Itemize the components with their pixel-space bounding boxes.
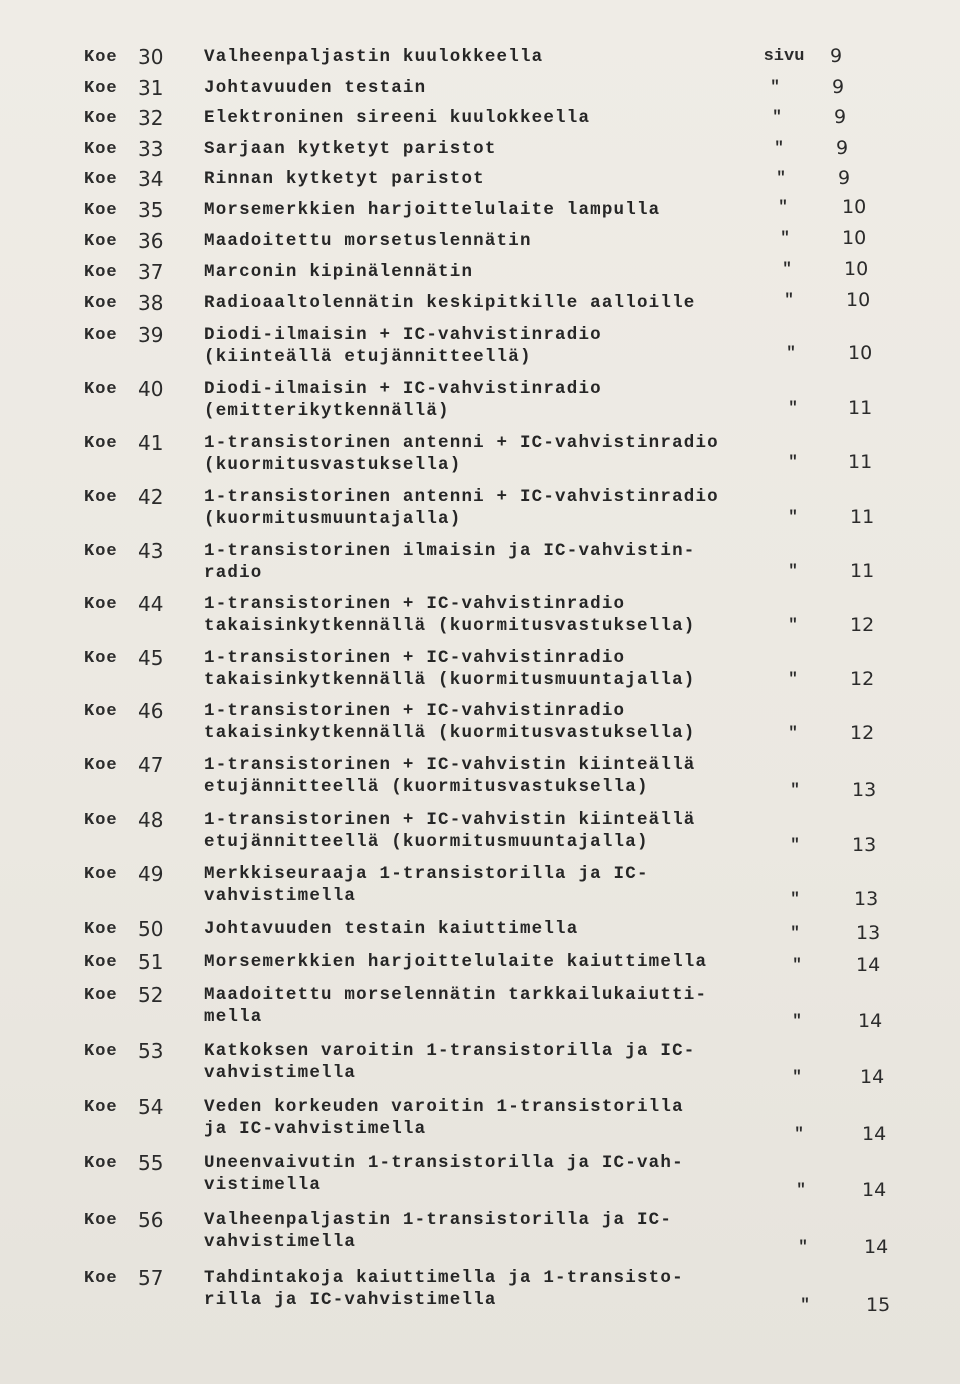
entry-prefix: Koe <box>84 1211 118 1230</box>
entry-prefix: Koe <box>84 1042 118 1061</box>
entry-number: 38 <box>138 291 164 315</box>
entry-prefix: Koe <box>84 488 118 507</box>
entry-prefix: Koe <box>84 232 118 251</box>
entry-number: 30 <box>138 45 164 69</box>
page-number: 11 <box>850 506 875 528</box>
page-number: 11 <box>850 560 875 582</box>
ditto-mark: " <box>792 1068 802 1086</box>
entry-title: 1-transistorinen antenni + IC-vahvistinradio (kuormitusvastuksella) <box>204 433 719 475</box>
entry-number: 43 <box>138 539 164 563</box>
entry-number: 39 <box>138 323 164 347</box>
page-number: 9 <box>832 76 845 98</box>
entry-number: 47 <box>138 753 164 777</box>
entry-prefix: Koe <box>84 170 118 189</box>
entry-title: Uneenvaivutin 1-transistorilla ja IC-vah- vistimella <box>204 1153 684 1195</box>
entry-number: 48 <box>138 808 164 832</box>
page-number: 13 <box>852 779 877 801</box>
entry-title: Radioaaltolennätin keskipitkille aalloille <box>204 293 696 313</box>
entry-prefix: Koe <box>84 1098 118 1117</box>
page-number: 13 <box>852 834 877 856</box>
page-number: 13 <box>856 922 881 944</box>
entry-title: 1-transistorinen + IC-vahvistinradio takaisinkytkennällä (kuormitusmuuntajalla) <box>204 648 696 690</box>
ditto-mark: " <box>772 108 782 126</box>
entry-prefix: Koe <box>84 953 118 972</box>
entry-title: Veden korkeuden varoitin 1-transistorilla ja IC-vahvistimella <box>204 1097 684 1139</box>
entry-prefix: Koe <box>84 434 118 453</box>
entry-prefix: Koe <box>84 79 118 98</box>
entry-number: 49 <box>138 862 164 886</box>
entry-prefix: Koe <box>84 756 118 775</box>
entry-prefix: Koe <box>84 263 118 282</box>
entry-number: 57 <box>138 1266 164 1290</box>
entry-number: 55 <box>138 1151 164 1175</box>
entry-number: 45 <box>138 646 164 670</box>
ditto-mark: " <box>782 260 792 278</box>
entry-number: 53 <box>138 1039 164 1063</box>
entry-prefix: Koe <box>84 595 118 614</box>
entry-title: 1-transistorinen antenni + IC-vahvistinradio (kuormitusmuuntajalla) <box>204 487 719 529</box>
entry-number: 54 <box>138 1095 164 1119</box>
entry-number: 33 <box>138 137 164 161</box>
entry-title: Diodi-ilmaisin + IC-vahvistinradio (kiinteällä etujännitteellä) <box>204 325 602 367</box>
entry-title: Elektroninen sireeni kuulokkeella <box>204 108 591 128</box>
entry-prefix: Koe <box>84 1269 118 1288</box>
ditto-mark: " <box>788 616 798 634</box>
entry-prefix: Koe <box>84 702 118 721</box>
entry-prefix: Koe <box>84 326 118 345</box>
entry-title: Sarjaan kytketyt paristot <box>204 139 497 159</box>
entry-title: Valheenpaljastin kuulokkeella <box>204 47 544 67</box>
page-number: 12 <box>850 614 875 636</box>
entry-number: 40 <box>138 377 164 401</box>
entry-number: 42 <box>138 485 164 509</box>
page-number: 10 <box>842 196 867 218</box>
entry-number: 52 <box>138 983 164 1007</box>
entry-title: Morsemerkkien harjoittelulaite lampulla <box>204 200 661 220</box>
ditto-mark: " <box>770 78 780 96</box>
page-label: sivu <box>763 47 805 66</box>
entry-prefix: Koe <box>84 986 118 1005</box>
entry-number: 46 <box>138 699 164 723</box>
page-number: 9 <box>834 106 847 128</box>
entry-number: 31 <box>138 76 164 100</box>
ditto-mark: " <box>792 956 802 974</box>
entry-prefix: Koe <box>84 865 118 884</box>
ditto-mark: " <box>794 1125 804 1143</box>
page-number: 14 <box>862 1123 887 1145</box>
entry-title: Valheenpaljastin 1-transistorilla ja IC- vahvistimella <box>204 1210 673 1252</box>
entry-title: Diodi-ilmaisin + IC-vahvistinradio (emitterikytkennällä) <box>204 379 602 421</box>
entry-number: 32 <box>138 106 164 130</box>
entry-prefix: Koe <box>84 542 118 561</box>
entry-number: 41 <box>138 431 164 455</box>
entry-title: Marconin kipinälennätin <box>204 262 474 282</box>
page-number: 9 <box>836 137 849 159</box>
page-number: 9 <box>838 167 851 189</box>
entry-prefix: Koe <box>84 811 118 830</box>
ditto-mark: " <box>790 890 800 908</box>
page-number: 10 <box>848 342 873 364</box>
page-number: 14 <box>862 1179 887 1201</box>
entry-number: 51 <box>138 950 164 974</box>
page-number: 12 <box>850 668 875 690</box>
page-number: 10 <box>842 227 867 249</box>
entry-title: 1-transistorinen ilmaisin ja IC-vahvistin- radio <box>204 541 696 583</box>
entry-number: 50 <box>138 917 164 941</box>
page-number: 14 <box>856 954 881 976</box>
entry-title: 1-transistorinen + IC-vahvistin kiinteällä etujännitteellä (kuormitusvastuksella) <box>204 755 696 797</box>
entry-prefix: Koe <box>84 1154 118 1173</box>
ditto-mark: " <box>786 344 796 362</box>
page-number: 14 <box>864 1236 889 1258</box>
entry-title: 1-transistorinen + IC-vahvistinradio takaisinkytkennällä (kuormitusvastuksella) <box>204 701 696 743</box>
entry-title: Merkkiseuraaja 1-transistorilla ja IC- vahvistimella <box>204 864 649 906</box>
entry-prefix: Koe <box>84 109 118 128</box>
page-number: 11 <box>848 451 873 473</box>
ditto-mark: " <box>778 198 788 216</box>
ditto-mark: " <box>792 1012 802 1030</box>
ditto-mark: " <box>788 453 798 471</box>
entry-number: 36 <box>138 229 164 253</box>
page-number: 10 <box>844 258 869 280</box>
page-number: 13 <box>854 888 879 910</box>
entry-prefix: Koe <box>84 48 118 67</box>
entry-prefix: Koe <box>84 649 118 668</box>
page-number: 12 <box>850 722 875 744</box>
page-number: 10 <box>846 289 871 311</box>
ditto-mark: " <box>790 836 800 854</box>
entry-title: Maadoitettu morsetuslennätin <box>204 231 532 251</box>
page-number: 9 <box>830 45 843 67</box>
ditto-mark: " <box>788 562 798 580</box>
ditto-mark: " <box>800 1296 810 1314</box>
entry-title: Morsemerkkien harjoittelulaite kaiuttimella <box>204 952 708 972</box>
entry-prefix: Koe <box>84 380 118 399</box>
entry-prefix: Koe <box>84 140 118 159</box>
entry-number: 37 <box>138 260 164 284</box>
ditto-mark: " <box>790 924 800 942</box>
ditto-mark: " <box>776 169 786 187</box>
entry-title: 1-transistorinen + IC-vahvistin kiinteällä etujännitteellä (kuormitusmuuntajalla) <box>204 810 696 852</box>
ditto-mark: " <box>788 399 798 417</box>
page-number: 15 <box>866 1294 891 1316</box>
page-number: 14 <box>858 1010 883 1032</box>
entry-number: 34 <box>138 167 164 191</box>
ditto-mark: " <box>774 139 784 157</box>
entry-number: 44 <box>138 592 164 616</box>
ditto-mark: " <box>790 781 800 799</box>
entry-title: Katkoksen varoitin 1-transistorilla ja IC- vahvistimella <box>204 1041 696 1083</box>
entry-title: Maadoitettu morselennätin tarkkailukaiutti- mella <box>204 985 708 1027</box>
entry-title: Johtavuuden testain <box>204 78 427 98</box>
entry-title: Rinnan kytketyt paristot <box>204 169 485 189</box>
entry-number: 35 <box>138 198 164 222</box>
ditto-mark: " <box>788 508 798 526</box>
ditto-mark: " <box>796 1181 806 1199</box>
entry-title: 1-transistorinen + IC-vahvistinradio takaisinkytkennällä (kuormitusvastuksella) <box>204 594 696 636</box>
ditto-mark: " <box>798 1238 808 1256</box>
entry-prefix: Koe <box>84 201 118 220</box>
ditto-mark: " <box>784 291 794 309</box>
page-number: 14 <box>860 1066 885 1088</box>
entry-title: Tahdintakoja kaiuttimella ja 1-transisto- rilla ja IC-vahvistimella <box>204 1268 684 1310</box>
entry-title: Johtavuuden testain kaiuttimella <box>204 919 579 939</box>
ditto-mark: " <box>788 670 798 688</box>
page-number: 11 <box>848 397 873 419</box>
entry-prefix: Koe <box>84 294 118 313</box>
ditto-mark: " <box>788 724 798 742</box>
entry-prefix: Koe <box>84 920 118 939</box>
entry-number: 56 <box>138 1208 164 1232</box>
ditto-mark: " <box>780 229 790 247</box>
